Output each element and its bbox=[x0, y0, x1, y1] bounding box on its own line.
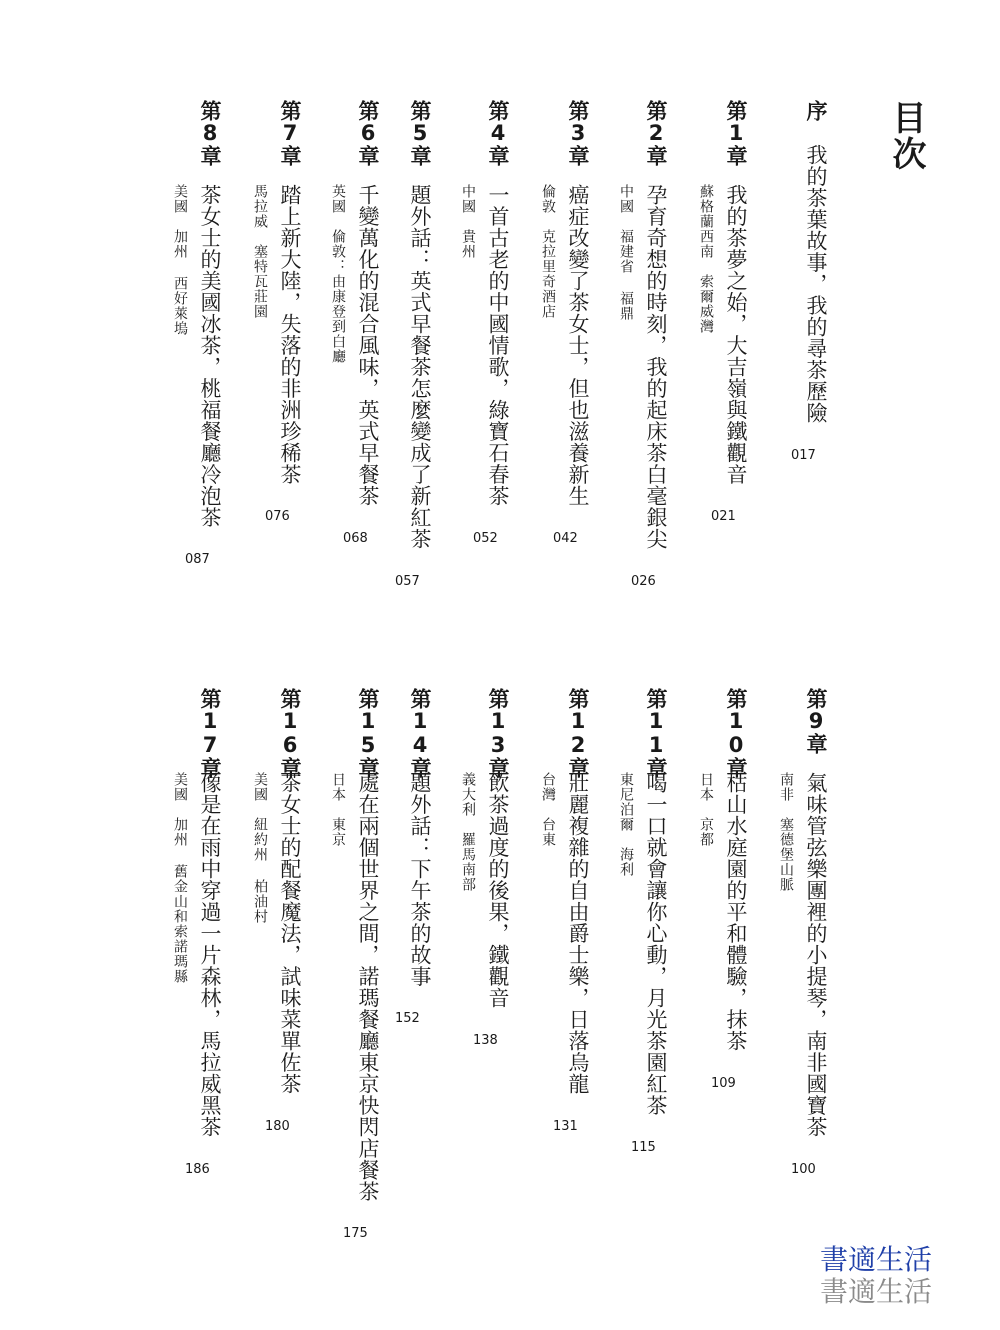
chapter-4-location: 中國 貴州 bbox=[460, 184, 476, 259]
chapter-15-title: 處在兩個世界之間，諾瑪餐廳東京快閃店餐茶 bbox=[356, 772, 380, 1202]
chapter-2-location: 中國 福建省 福鼎 bbox=[618, 184, 634, 321]
chapter-16-location: 美國 紐約州 柏油村 bbox=[252, 772, 268, 924]
chapter-10-number: 第10章 bbox=[724, 688, 748, 778]
chapter-8-number: 第8章 bbox=[198, 100, 222, 166]
chapter-13-title: 飲茶過度的後果，鐵觀音 bbox=[486, 772, 510, 1009]
chapter-12-page-number: 131 bbox=[553, 1118, 578, 1134]
chapter-5-number: 第5章 bbox=[408, 100, 432, 166]
chapter-13-location: 義大利 羅馬南部 bbox=[460, 772, 476, 892]
chapter-4-title: 一首古老的中國情歌，綠寶石春茶 bbox=[486, 184, 510, 507]
chapter-15-location: 日本 東京 bbox=[330, 772, 346, 847]
chapter-14-number: 第14章 bbox=[408, 688, 432, 778]
toc-heading: 目次 bbox=[886, 100, 926, 172]
chapter-9-title: 氣味管弦樂團裡的小提琴，南非國寶茶 bbox=[804, 772, 828, 1138]
chapter-13-page-number: 138 bbox=[473, 1032, 498, 1048]
chapter-3-page-number: 042 bbox=[553, 530, 578, 546]
chapter-2-number: 第2章 bbox=[644, 100, 668, 166]
chapter-14-title: 題外話：下午茶的故事 bbox=[408, 772, 432, 987]
chapter-5-title: 題外話：英式早餐茶怎麼變成了新紅茶 bbox=[408, 184, 432, 550]
brand-logo-bottom: 書適生活 bbox=[820, 1275, 933, 1308]
chapter-7-number: 第7章 bbox=[278, 100, 302, 166]
chapter-12-number: 第12章 bbox=[566, 688, 590, 778]
chapter-11-page-number: 115 bbox=[631, 1140, 656, 1155]
chapter-16-page-number: 180 bbox=[265, 1118, 290, 1134]
chapter-7-title: 踏上新大陸，失落的非洲珍稀茶 bbox=[278, 184, 302, 485]
chapter-17-page-number: 186 bbox=[185, 1161, 210, 1177]
chapter-8-location: 美國 加州 西好萊塢 bbox=[172, 184, 188, 336]
chapter-16-number: 第16章 bbox=[278, 688, 302, 778]
chapter-4-page-number: 052 bbox=[473, 530, 498, 546]
chapter-9-location: 南非 塞德堡山脈 bbox=[778, 772, 794, 892]
chapter-15-number: 第15章 bbox=[356, 688, 380, 778]
chapter-1-location: 蘇格蘭西南 索爾威灣 bbox=[698, 184, 714, 334]
chapter-9-number: 第9章 bbox=[804, 688, 828, 754]
chapter-10-location: 日本 京都 bbox=[698, 772, 714, 847]
chapter-17-title: 像是在雨中穿過一片森林，馬拉威黑茶 bbox=[198, 772, 222, 1138]
chapter-10-title: 枯山水庭園的平和體驗，抹茶 bbox=[724, 772, 748, 1052]
chapter-5-page-number: 057 bbox=[395, 573, 420, 589]
chapter-14-page-number: 152 bbox=[395, 1011, 420, 1026]
preface-title: 我的茶葉故事，我的尋茶歷險 bbox=[804, 144, 828, 424]
chapter-3-title: 癌症改變了茶女士，但也滋養新生 bbox=[566, 184, 590, 507]
chapter-15-page-number: 175 bbox=[343, 1226, 368, 1241]
chapter-7-location: 馬拉威 塞特瓦莊園 bbox=[252, 184, 268, 319]
chapter-13-number: 第13章 bbox=[486, 688, 510, 778]
chapter-17-location: 美國 加州 舊金山和索諾瑪縣 bbox=[172, 772, 188, 984]
chapter-12-location: 台灣 台東 bbox=[540, 772, 556, 847]
chapter-6-title: 千變萬化的混合風味，英式早餐茶 bbox=[356, 184, 380, 507]
chapter-6-location: 英國 倫敦：由康登到白廳 bbox=[330, 184, 346, 364]
chapter-8-page-number: 087 bbox=[185, 552, 210, 567]
chapter-16-title: 茶女士的配餐魔法，試味菜單佐茶 bbox=[278, 772, 302, 1095]
chapter-11-title: 喝一口就會讓你心動，月光茶園紅茶 bbox=[644, 772, 668, 1116]
chapter-11-number: 第11章 bbox=[644, 688, 668, 778]
chapter-10-page-number: 109 bbox=[711, 1075, 736, 1091]
chapter-7-page-number: 076 bbox=[265, 509, 290, 524]
preface-number: 序 bbox=[804, 100, 828, 121]
chapter-1-number: 第1章 bbox=[724, 100, 748, 166]
chapter-3-number: 第3章 bbox=[566, 100, 590, 166]
chapter-4-number: 第4章 bbox=[486, 100, 510, 166]
chapter-1-page-number: 021 bbox=[711, 509, 736, 524]
chapter-2-title: 孕育奇想的時刻，我的起床茶白毫銀尖 bbox=[644, 184, 668, 550]
chapter-11-location: 東尼泊爾 海利 bbox=[618, 772, 634, 877]
chapter-3-location: 倫敦 克拉里奇酒店 bbox=[540, 184, 556, 319]
brand-logo-top: 書適生活 bbox=[820, 1243, 933, 1276]
chapter-8-title: 茶女士的美國冰茶，桃福餐廳冷泡茶 bbox=[198, 184, 222, 528]
chapter-2-page-number: 026 bbox=[631, 573, 656, 589]
chapter-1-title: 我的茶夢之始，大吉嶺與鐵觀音 bbox=[724, 184, 748, 485]
chapter-6-page-number: 068 bbox=[343, 530, 368, 546]
chapter-17-number: 第17章 bbox=[198, 688, 222, 778]
chapter-12-title: 壯麗複雜的自由爵士樂，日落烏龍 bbox=[566, 772, 590, 1095]
preface-page-number: 017 bbox=[791, 447, 816, 463]
chapter-6-number: 第6章 bbox=[356, 100, 380, 166]
chapter-9-page-number: 100 bbox=[791, 1161, 816, 1177]
